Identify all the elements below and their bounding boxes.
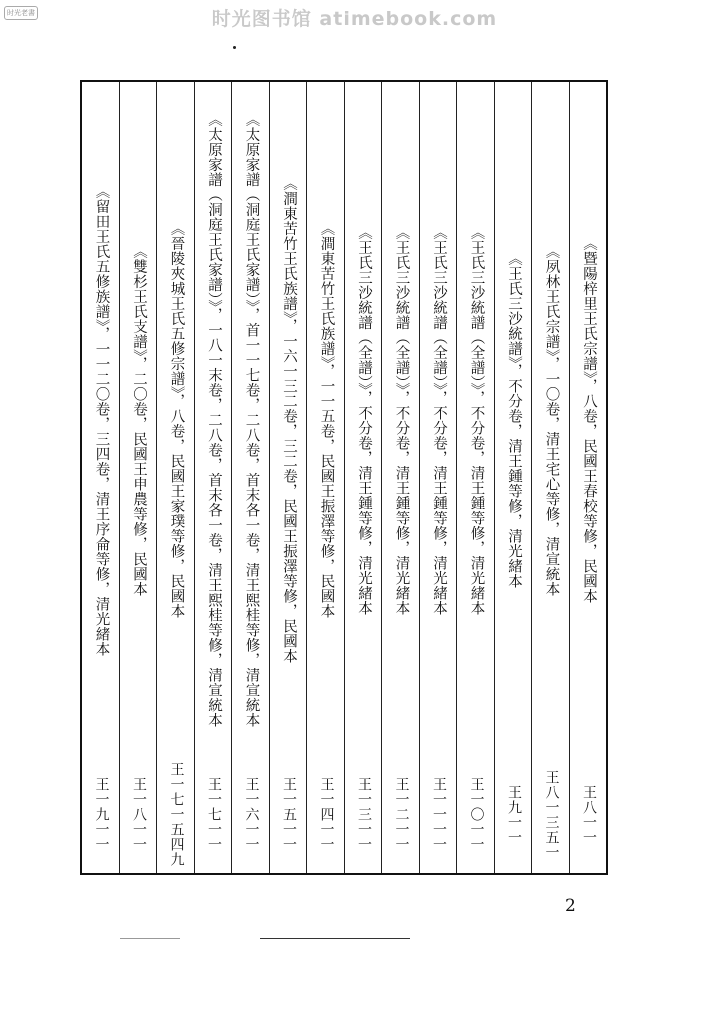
entry-title: 《澗東苦竹王氏族譜》，一一五卷，民國王振澤等修，民國本 [318,221,335,619]
entry-code: 王一八一一 [131,777,147,852]
catalog-entry [419,82,457,873]
catalog-entry [381,82,419,873]
scan-line [260,938,410,939]
entry-title: 《夙林王氏宗譜》，一〇卷，清王宅心等修，清宣統本 [543,243,560,597]
scan-line [120,938,180,939]
speck [233,46,236,49]
entry-title: 《王氏三沙統譜（全譜）》，不分卷，清王鍾等修，清光緒本 [431,224,447,616]
catalog-entry [306,82,344,873]
watermark: 时光图书馆 atimebook.com [211,8,498,30]
catalog-entry [269,82,307,873]
catalog-entry [156,82,194,873]
catalog-entry [119,82,157,873]
catalog-entry [344,82,382,873]
entry-title: 《暨陽梓里王氏宗譜》，八卷，民國王春校等修，民國本 [581,236,597,604]
entry-title: 《晉陵夾城王氏五修宗譜》，八卷，民國王家璞等修，民國本 [168,221,185,619]
catalog-entry [531,82,569,873]
entry-title: 《太原家譜（洞庭王氏家譜）》，一八一末卷，二八卷，首末各一卷，清王熙桂等修，清宣統本 [206,112,222,728]
entry-title: 《澗東苦竹王氏族譜》，一六一三二卷，三二卷，民國王振澤等修，民國本 [281,176,297,664]
entry-code: 王一七一一 [206,777,222,852]
entry-code: 王一五一一 [281,777,297,852]
entry-title: 《雙杉王氏支譜》，二〇卷，民國王申農等修，民國本 [131,243,147,597]
entry-code: 王一九一一 [93,777,110,852]
entry-code: 王一六一一 [243,777,260,852]
entry-title: 《王氏三沙統譜（全譜）》，不分卷，清王鍾等修，清光緒本 [356,224,372,616]
catalog-entry [82,82,119,873]
entry-title: 《王氏三沙統譜》，不分卷，清王鍾等修，清光緒本 [506,251,522,589]
entry-code: 王一二一一 [393,777,410,852]
catalog-entry [569,82,607,873]
entry-code: 王一七一五四九 [168,762,185,867]
entry-code: 王一一一一 [431,777,447,852]
catalog-entry [194,82,232,873]
entry-code: 王八一一 [581,784,597,845]
library-stamp: 时光老書 [4,6,38,20]
catalog-entry [494,82,532,873]
entry-title: 《王氏三沙統譜（全譜）》，不分卷，清王鍾等修，清光緒本 [393,224,410,616]
entry-code: 王一三一一 [356,777,372,852]
catalog-table [80,80,608,875]
entry-code: 王一四一一 [318,777,335,852]
page-number: 2 [565,896,576,916]
entry-code: 王一〇一一 [468,777,485,852]
catalog-entry [231,82,269,873]
entry-code: 王九一一 [506,784,522,845]
entry-title: 《王氏三沙統譜（全譜）》，不分卷，清王鍾等修，清光緒本 [468,224,485,616]
catalog-entry [456,82,494,873]
entry-code: 王八一三五一 [543,769,560,860]
entry-title: 《留田王氏五修族譜》，一一二〇卷，三四卷，清王序侖等修，清光緒本 [93,183,110,657]
entry-title: 《太原家譜（洞庭王氏家譜）》，首一一七卷，二八卷，首末各一卷，清王熙桂等修，清宣統本 [243,112,260,728]
